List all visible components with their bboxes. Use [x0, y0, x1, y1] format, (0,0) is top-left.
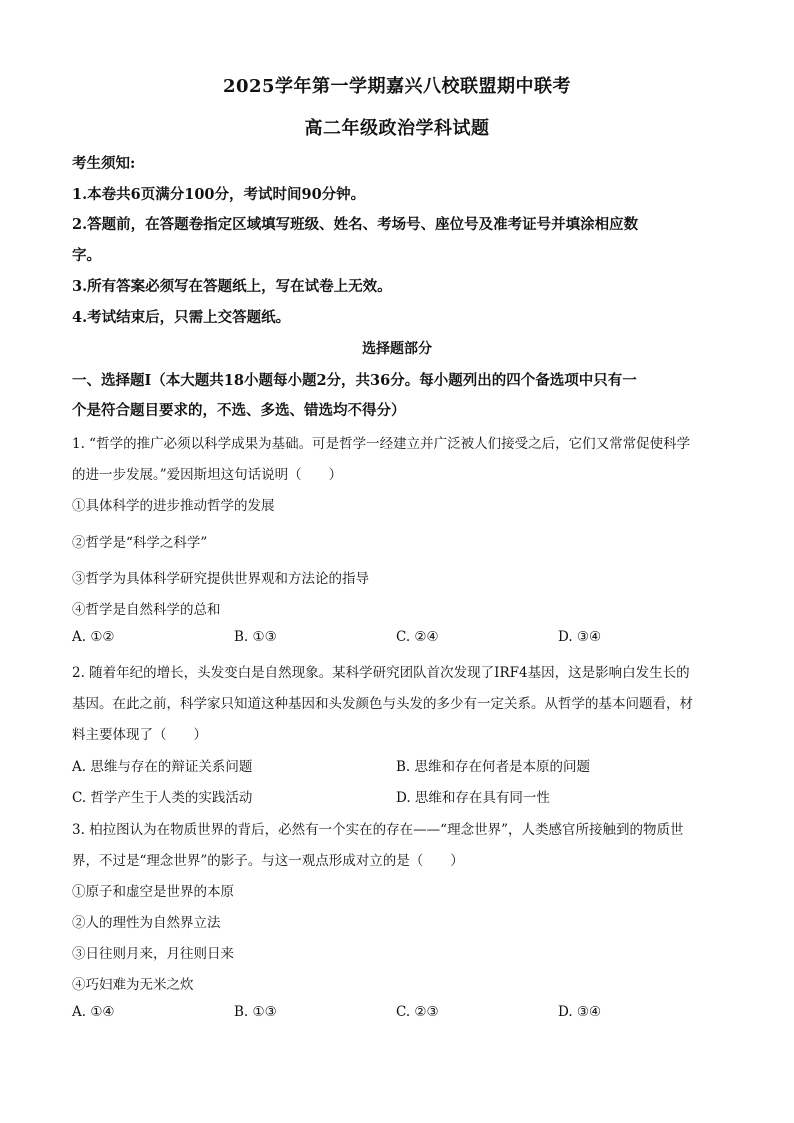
notice-item: 4.考试结束后，只需上交答题纸。 — [72, 309, 291, 326]
question-1-statement: ③哲学为具体科学研究提供世界观和方法论的指导 — [72, 571, 369, 587]
question-1-statement: ①具体科学的进步推动哲学的发展 — [72, 498, 275, 514]
question-2-option-b: B. 思维和存在何者是本原的问题 — [396, 759, 591, 775]
question-2-stem: 基因。在此之前，科学家只知道这种基因和头发颜色与头发的多少有一定关系。从哲学的基本问题看，材 — [72, 696, 693, 712]
question-3-option-c: C. ②③ — [396, 1004, 439, 1020]
question-3-statement: ②人的理性为自然界立法 — [72, 915, 221, 931]
question-2-stem: 2. 随着年纪的增长，头发变白是自然现象。某科学研究团队首次发现了IRF4基因，这是影响白发生长的 — [72, 665, 690, 681]
question-3-statement: ③日往则月来，月往则日来 — [72, 946, 234, 962]
question-2-option-d: D. 思维和存在具有同一性 — [396, 790, 550, 806]
exam-title: 2025学年第一学期嘉兴八校联盟期中联考 — [222, 76, 572, 97]
section-instruction: 一、选择题Ⅰ（本大题共18小题每小题2分，共36分。每小题列出的四个备选项中只有一 — [72, 372, 637, 389]
notice-heading: 考生须知: — [72, 155, 136, 172]
question-1-stem: 1. “哲学的推广必须以科学成果为基础。可是哲学一经建立并广泛被人们接受之后，它们又常常促使科学 — [72, 436, 691, 452]
question-1-stem: 的进一步发展。”爱因斯坦这句话说明（ ） — [72, 467, 343, 483]
question-3-option-d: D. ③④ — [558, 1004, 602, 1020]
question-3-statement: ④巧妇难为无米之炊 — [72, 977, 194, 993]
question-3-option-a: A. ①④ — [72, 1004, 115, 1020]
question-3-stem: 界，不过是“理念世界”的影子。与这一观点形成对立的是（ ） — [72, 853, 464, 869]
question-1-option-c: C. ②④ — [396, 629, 439, 645]
notice-item: 1.本卷共6页满分100分，考试时间90分钟。 — [72, 186, 366, 203]
section-instruction: 个是符合题目要求的，不选、多选、错选均不得分） — [72, 402, 406, 419]
notice-item: 字。 — [72, 247, 101, 264]
question-3-statement: ①原子和虚空是世界的本原 — [72, 884, 234, 900]
question-1-statement: ④哲学是自然科学的总和 — [72, 602, 221, 618]
question-2-stem: 料主要体现了（ ） — [72, 727, 207, 743]
question-1-option-b: B. ①③ — [234, 629, 277, 645]
question-2-option-a: A. 思维与存在的辩证关系问题 — [72, 759, 253, 775]
notice-item: 2.答题前，在答题卷指定区域填写班级、姓名、考场号、座位号及准考证号并填涂相应数 — [72, 216, 639, 233]
question-1-option-a: A. ①② — [72, 629, 115, 645]
exam-subtitle: 高二年级政治学科试题 — [304, 118, 490, 139]
question-2-option-c: C. 哲学产生于人类的实践活动 — [72, 790, 253, 806]
section-heading: 选择题部分 — [362, 341, 432, 357]
question-1-statement: ②哲学是“科学之科学” — [72, 535, 208, 551]
question-3-stem: 3. 柏拉图认为在物质世界的背后，必然有一个实在的存在——“理念世界”，人类感官所接触到的物质世 — [72, 822, 684, 838]
question-3-option-b: B. ①③ — [234, 1004, 277, 1020]
notice-item: 3.所有答案必须写在答题纸上，写在试卷上无效。 — [72, 278, 392, 295]
question-1-option-d: D. ③④ — [558, 629, 602, 645]
